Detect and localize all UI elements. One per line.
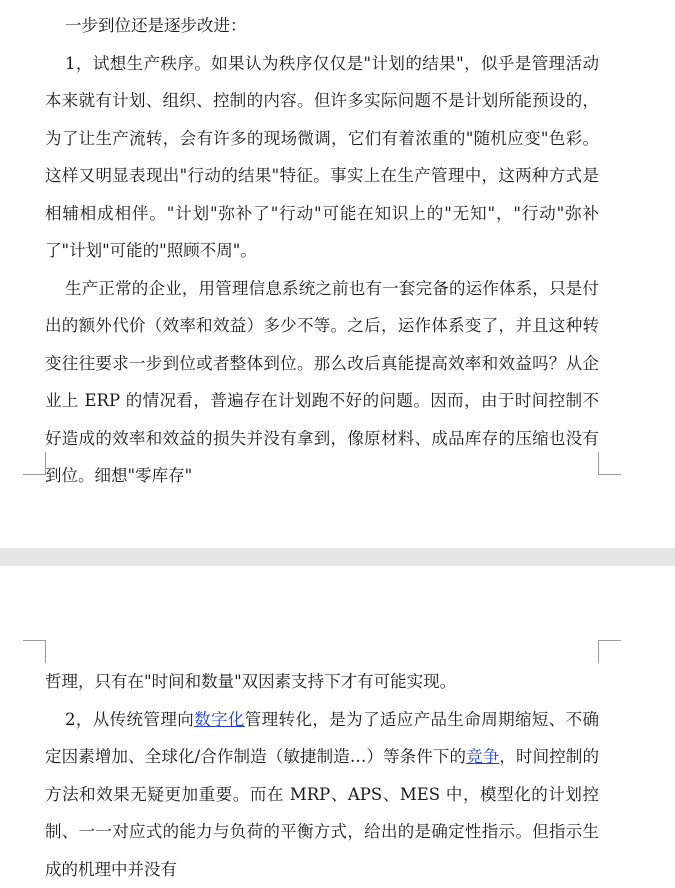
crop-mark-top-left xyxy=(23,640,46,663)
paragraph-digital-transformation xyxy=(45,701,599,888)
paragraph-production-order: 1，试想生产秩序。如果认为秩序仅仅是"计划的结果"，似乎是管理活动本来就有计划、组织、控制的内容。但许多实际问题不是计划所能预设的，为了让生产流转，会有许多的现场微调，它们有着浓重的"随机应变"色彩。这样又明显表现出"行动的结果"特征。事实上在生产管理中，这两种方式是相辅相成相伴。"计划"弥补了"行动"可能在知识上的"无知"，"行动"弥补了"计划"可能的"照顾不周"。 xyxy=(45,45,599,270)
crop-mark-bottom-left xyxy=(23,452,46,475)
page-2-body xyxy=(45,663,599,888)
link-competition[interactable]: 竞争 xyxy=(466,747,499,766)
paragraph-continuation: 哲理，只有在"时间和数量"双因素支持下才有可能实现。 xyxy=(45,663,599,701)
page-1-body xyxy=(45,7,599,495)
crop-mark-top-right xyxy=(598,640,621,663)
paragraph-text-part: 管理转化，是为了适应产品生命周期缩短、不确定因素增加、全球化/合作制造（敏捷制造…）等条件下的 xyxy=(45,710,599,767)
page-gap xyxy=(0,548,675,566)
paragraph-enterprise-system: 生产正常的企业，用管理信息系统之前也有一套完备的运作体系，只是付出的额外代价（效率和效益）多少不等。之后，运作体系变了，并且这种转变往往要求一步到位或者整体到位。那么改后真能提高效率和效益吗？从企业上 ERP 的情况看，普遍存在计划跑不好的问题。因而，由于时间控制不好造成的效率和效益的损失并没有拿到，像原材料、成品库存的压缩也没有到位。细想"零库存" xyxy=(45,270,599,495)
section-heading: 一步到位还是逐步改进： xyxy=(45,7,599,45)
paragraph-text-part: 2，从传统管理向 xyxy=(65,710,194,729)
link-digitalization[interactable]: 数字化 xyxy=(194,710,245,729)
paragraph-text-part: ，时间控制的方法和效果无疑更加重要。而在 MRP、APS、MES 中，模型化的计划控制、一一对应式的能力与负荷的平衡方式，给出的是确定性指示。但指示生成的机理中并没有 xyxy=(45,747,599,879)
document-page-2 xyxy=(0,566,675,828)
crop-mark-bottom-right xyxy=(598,452,621,475)
